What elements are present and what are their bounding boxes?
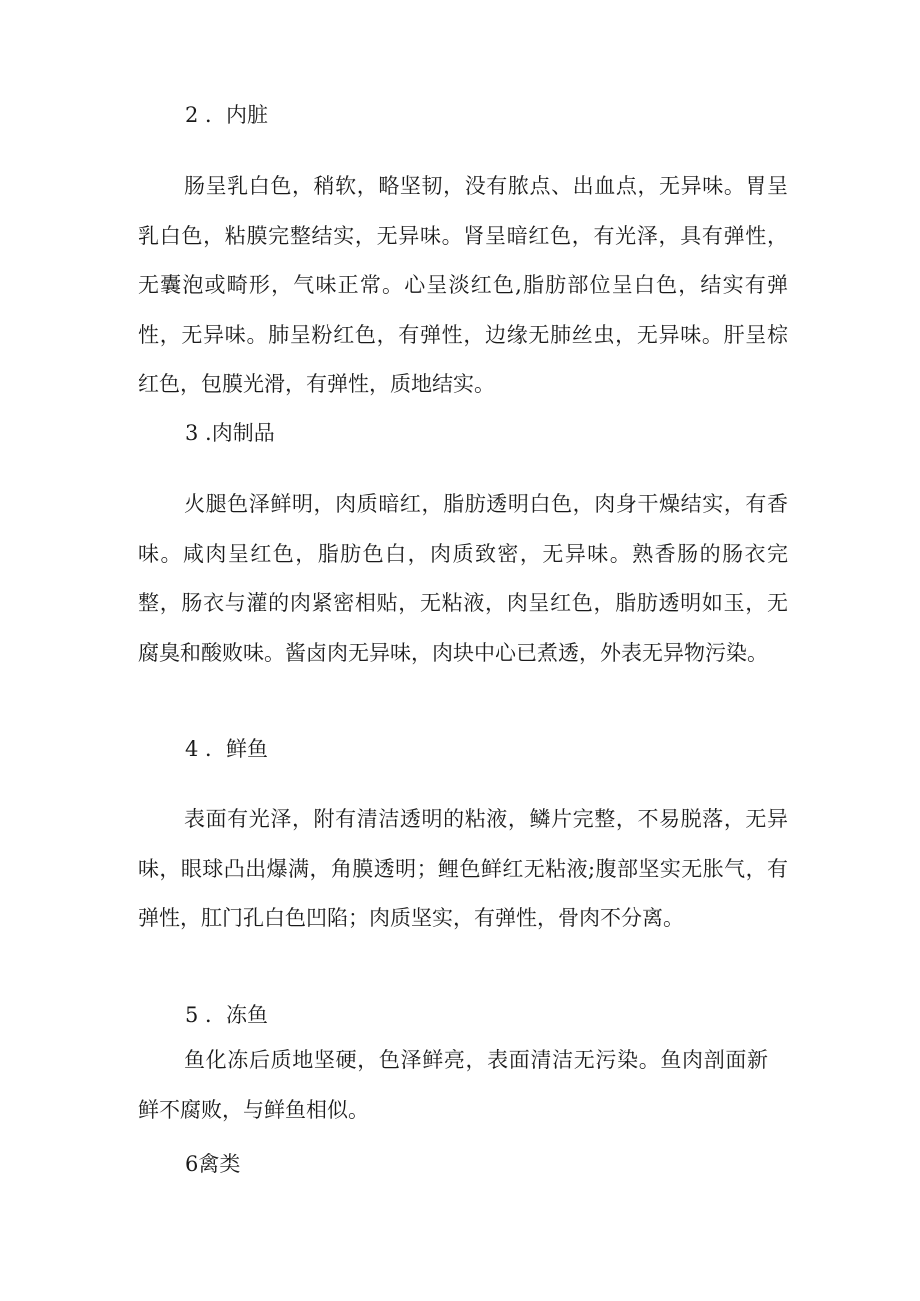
section-heading-meat-products: 3 .肉制品 bbox=[185, 421, 275, 445]
section-heading-poultry: 6禽类 bbox=[185, 1152, 241, 1176]
section-heading-organs: 2 ．内脏 bbox=[185, 103, 269, 127]
section-body-fresh-fish: 表面有光泽，附有清洁透明的粘液，鳞片完整，不易脱落，无异味，眼球凸出爆满，角膜透明；鲤色鲜红无粘液;腹部坚实无胀气，有弹性，肛门孔白色凹陷；肉质坚实，有弹性，骨肉不分离。 bbox=[138, 807, 788, 930]
section-heading-frozen-fish: 5 ．冻鱼 bbox=[185, 1003, 269, 1027]
section-body-organs: 肠呈乳白色，稍软，略坚韧，没有脓点、出血点，无异味。胃呈乳白色，粘膜完整结实，无异味。肾呈暗红色，有光泽，具有弹性，无囊泡或畸形，气味正常。心呈淡红色,脂肪部位呈白色，结实有弹性，无异味。肺呈粉红色，有弹性，边缘无肺丝虫，无异味。肝呈棕红色，包膜光滑，有弹性，质地结实。 bbox=[138, 174, 788, 396]
section-body-meat-products: 火腿色泽鲜明，肉质暗红，脂肪透明白色，肉身干燥结实，有香味。咸肉呈红色，脂肪色白，肉质致密，无异味。熟香肠的肠衣完整，肠衣与灌的肉紧密相贴，无粘液，肉呈红色，脂肪透明如玉，无腐臭和酸败味。酱卤肉无异味，肉块中心已煮透，外表无异物污染。 bbox=[138, 492, 788, 665]
section-body-frozen-fish: 鱼化冻后质地坚硬，色泽鲜亮，表面清洁无污染。鱼肉剖面新鲜不腐败，与鲜鱼相似。 bbox=[138, 1048, 768, 1122]
section-heading-fresh-fish: 4 ．鲜鱼 bbox=[185, 737, 269, 761]
